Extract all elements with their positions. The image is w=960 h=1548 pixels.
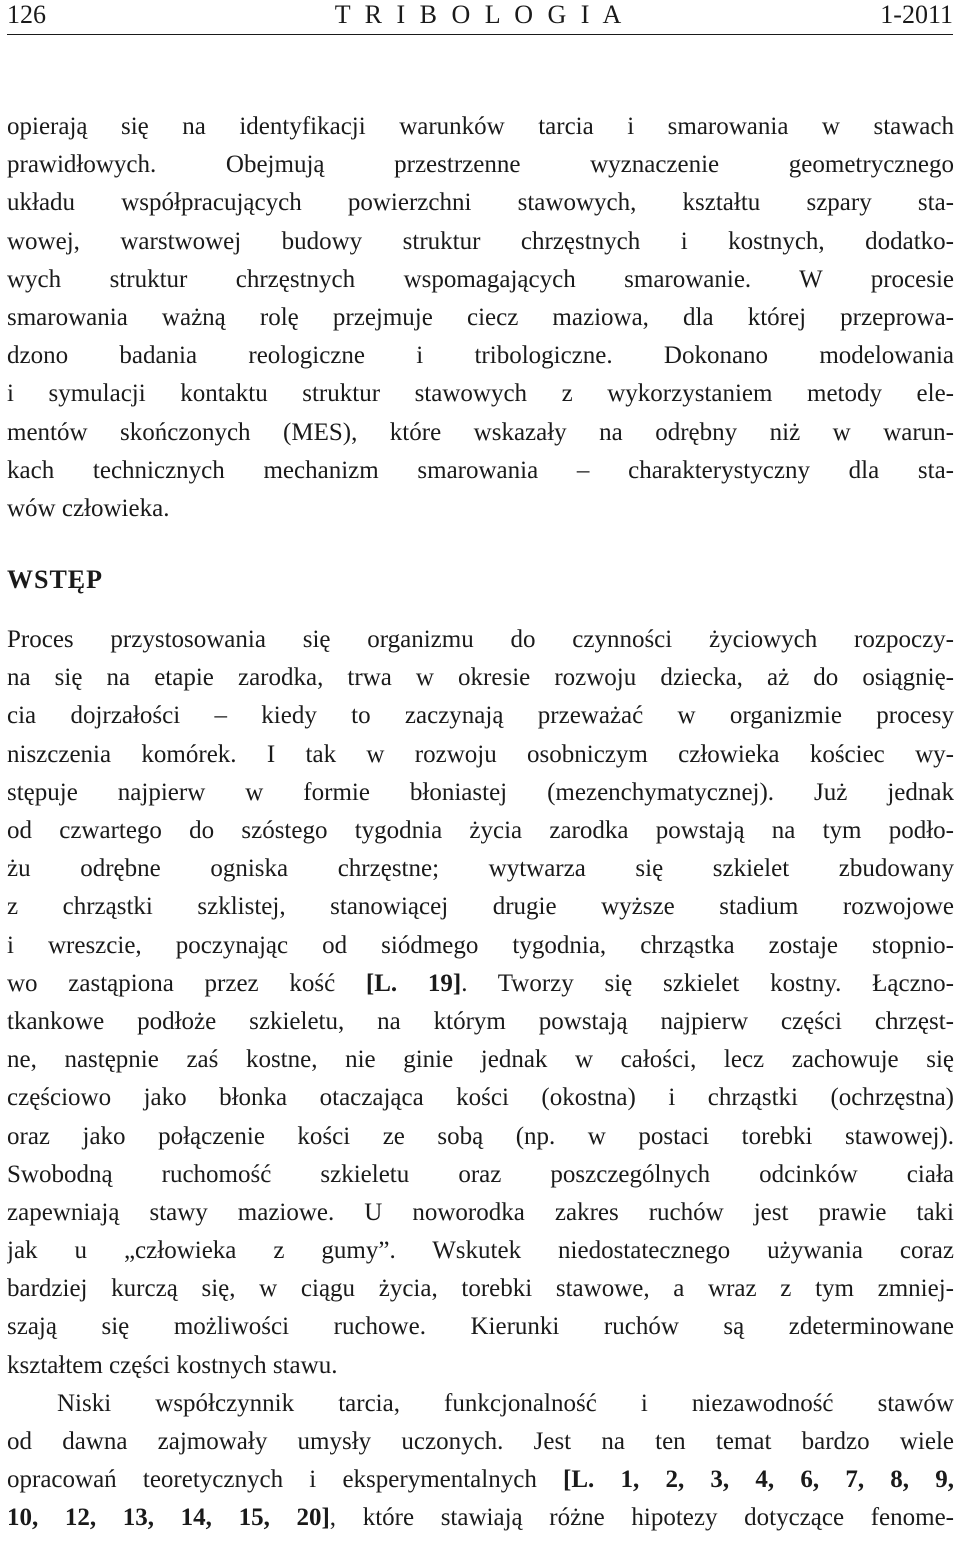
text-line: cia dojrzałości – kiedy to zaczynają przeważać w organizmie procesy: [7, 702, 954, 730]
text-line: [7, 1461, 954, 1499]
text-line: wów człowieka.: [7, 494, 170, 522]
text-line: wowej, warstwowej budowy struktur chrzęstnych i kostnych, dodatko-: [7, 227, 954, 255]
text-line: zapewniają stawy maziowe. U noworodka zakres ruchów jest prawie taki: [7, 1198, 954, 1226]
text-segment: . Tworzy się szkielet kostny. Łączno-: [461, 969, 954, 997]
text-line: i symulacji kontaktu struktur stawowych z wykorzystaniem metody ele-: [7, 380, 954, 408]
page-number: 126: [7, 0, 46, 29]
text-line: wych struktur chrzęstnych wspomagających smarowanie. W procesie: [7, 265, 954, 293]
text-line: częściowo jako błonka otaczająca kości (okostna) i chrząstki (ochrzęstna): [7, 1084, 954, 1112]
issue-number: 1-2011: [880, 0, 953, 29]
citation: [L. 19]: [365, 969, 462, 997]
text-line: z chrząstki szklistej, stanowiącej drugie wyższe stadium rozwojowe: [7, 893, 954, 921]
text-line: od dawna zajmowały umysły uczonych. Jest na ten temat bardzo wiele: [7, 1428, 954, 1455]
text-line: opierają się na identyfikacji warunków tarcia i smarowania w stawach: [7, 113, 954, 140]
text-line: ne, następnie zaś kostne, nie ginie jednak w całości, lecz zachowuje się: [7, 1046, 954, 1074]
running-header: [7, 0, 953, 35]
text-segment: opracowań teoretycznych i eksperymentalnych: [7, 1466, 564, 1494]
journal-title: T R I B O L O G I A: [334, 0, 626, 29]
text-line: bardziej kurczą się, w ciągu życia, torebki stawowe, a wraz z tym zmniej-: [7, 1275, 954, 1303]
text-line: Proces przystosowania się organizmu do czynności życiowych rozpoczy-: [7, 626, 954, 654]
text-line: i wreszcie, poczynając od siódmego tygodnia, chrząstka zostaje stopnio-: [7, 931, 954, 959]
text-line: Niski współczynnik tarcia, funkcjonalność i niezawodność stawów: [57, 1389, 954, 1417]
text-line: smarowania ważną rolę przejmuje ciecz maziowa, dla której przeprowa-: [7, 303, 954, 331]
text-line: [7, 1499, 954, 1537]
text-line: stępuje najpierw w formie błoniastej (mezenchymatycznej). Już jednak: [7, 778, 954, 806]
citation: [L. 1, 2, 3, 4, 6, 7, 8, 9,: [563, 1466, 954, 1494]
paragraph: [7, 621, 954, 1385]
paragraph: [7, 1385, 954, 1538]
text-line: dzono badania reologiczne i tribologiczne. Dokonano modelowania: [7, 342, 954, 370]
text-line: kach technicznych mechanizm smarowania – charakterystyczny dla sta-: [7, 456, 954, 484]
text-line: prawidłowych. Obejmują przestrzenne wyznaczenie geometrycznego: [7, 151, 954, 179]
citation: 10, 12, 13, 14, 15, 20]: [7, 1504, 330, 1532]
text-line: Swobodną ruchomość szkieletu oraz poszczególnych odcinków ciała: [7, 1160, 954, 1188]
text-line: układu współpracujących powierzchni stawowych, kształtu szpary sta-: [7, 189, 954, 217]
text-line: niszczenia komórek. I tak w rozwoju osobniczym człowieka kościec wy-: [7, 740, 954, 768]
text-line: na się na etapie zarodka, trwa w okresie rozwoju dziecka, aż do osiągnię-: [7, 664, 954, 692]
text-line: jak u „człowieka z gumy”. Wskutek niedostatecznego używania coraz: [7, 1237, 954, 1265]
text-segment: , które stawiają różne hipotezy dotyczące fenome-: [329, 1504, 954, 1532]
text-line: [7, 965, 954, 1003]
text-segment: wo zastąpiona przez kość: [7, 969, 366, 997]
text-line: szają się możliwości ruchowe. Kierunki ruchów są zdeterminowane: [7, 1313, 954, 1341]
text-line: oraz jako połączenie kości ze sobą (np. w postaci torebki stawowej).: [7, 1122, 954, 1150]
body-text: [7, 108, 954, 1538]
text-line: tkankowe podłoże szkieletu, na którym powstają najpierw części chrzęst-: [7, 1007, 954, 1035]
abstract: [7, 108, 954, 528]
text-line: żu odrębne ogniska chrzęstne; wytwarza się szkielet zbudowany: [7, 855, 954, 883]
text-line: od czwartego do szóstego tygodnia życia zarodka powstają na tym podło-: [7, 817, 954, 844]
text-line: kształtem części kostnych stawu.: [7, 1351, 338, 1379]
text-line: mentów skończonych (MES), które wskazały na odrębny niż w warun-: [7, 418, 954, 446]
section-heading: WSTĘP: [7, 565, 104, 595]
